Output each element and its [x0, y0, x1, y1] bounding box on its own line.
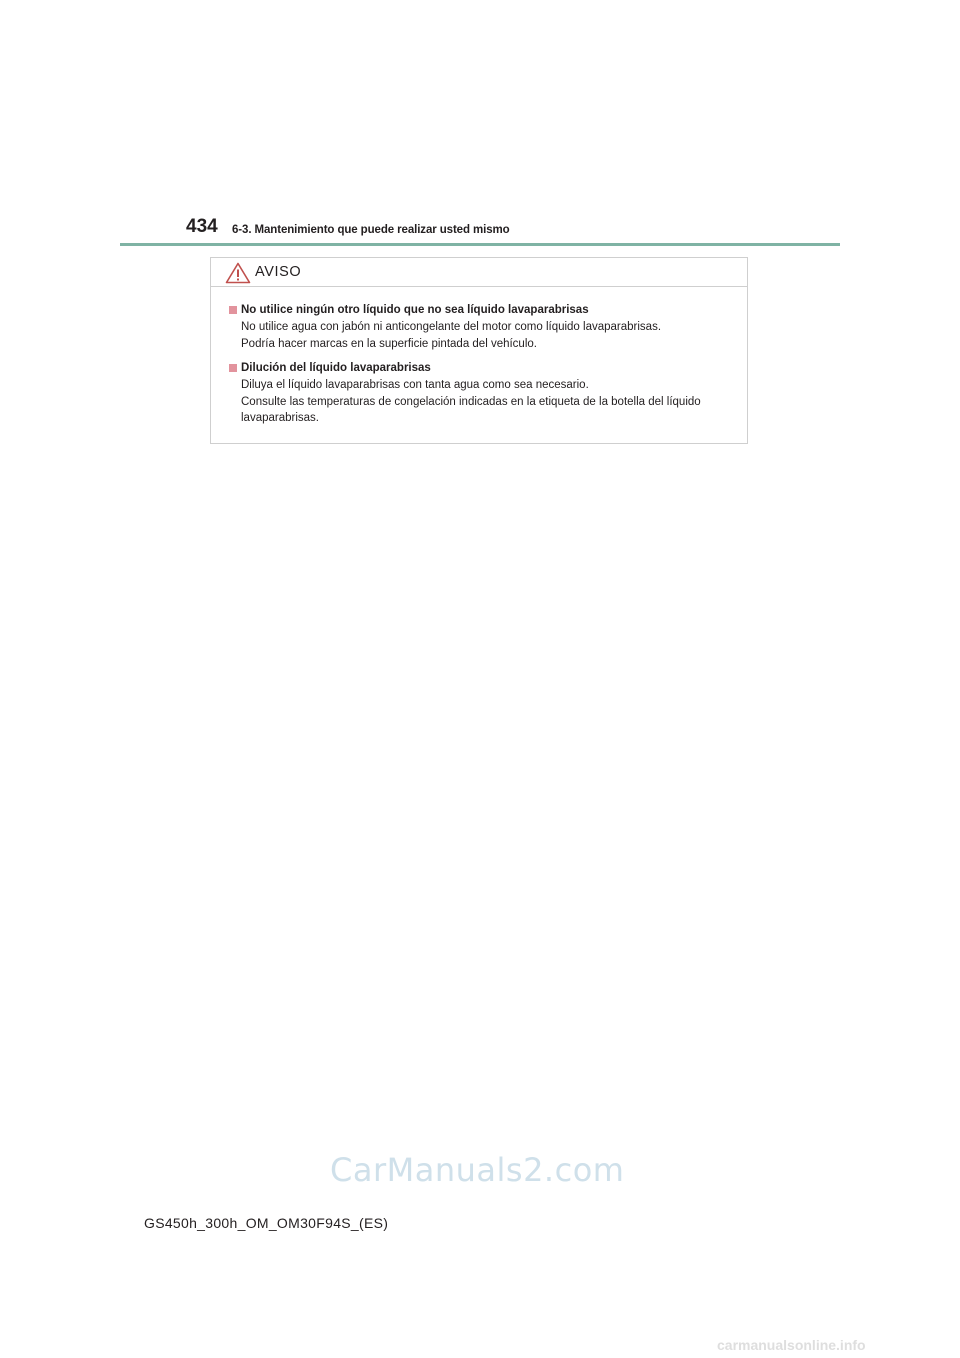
aviso-item	[229, 302, 745, 352]
item-line: Consulte las temperaturas de congelación indicadas en la etiqueta de la botella del líquido	[241, 395, 701, 408]
item-heading	[229, 302, 745, 318]
aviso-warning-box	[210, 257, 748, 444]
section-title: 6-3. Mantenimiento que puede realizar usted mismo	[232, 224, 510, 236]
item-text	[229, 377, 745, 427]
square-bullet-icon	[229, 306, 237, 314]
square-bullet-icon	[229, 364, 237, 372]
item-heading-text: No utilice ningún otro líquido que no sea líquido lavaparabrisas	[241, 304, 589, 316]
item-line: Podría hacer marcas en la superficie pintada del vehículo.	[241, 337, 537, 350]
header-rule	[120, 243, 840, 246]
watermark-carmanuals2: CarManuals2.com	[330, 1151, 625, 1189]
watermark-carmanualsonline: carmanualsonline.info	[717, 1337, 866, 1353]
item-line: No utilice agua con jabón ni anticongelante del motor como líquido lavaparabrisas.	[241, 321, 662, 333]
item-heading	[229, 360, 745, 376]
warning-triangle-icon	[225, 262, 251, 284]
page-number: 434	[186, 216, 218, 237]
aviso-item	[229, 360, 745, 427]
aviso-header	[211, 258, 747, 287]
item-heading-text: Dilución del líquido lavaparabrisas	[241, 362, 431, 374]
item-text	[229, 319, 745, 352]
item-line: Diluya el líquido lavaparabrisas con tanta agua como sea necesario.	[241, 379, 589, 391]
item-line: lavaparabrisas.	[241, 412, 319, 424]
footer-document-id: GS450h_300h_OM_OM30F94S_(ES)	[144, 1215, 389, 1231]
aviso-title: AVISO	[255, 264, 302, 280]
